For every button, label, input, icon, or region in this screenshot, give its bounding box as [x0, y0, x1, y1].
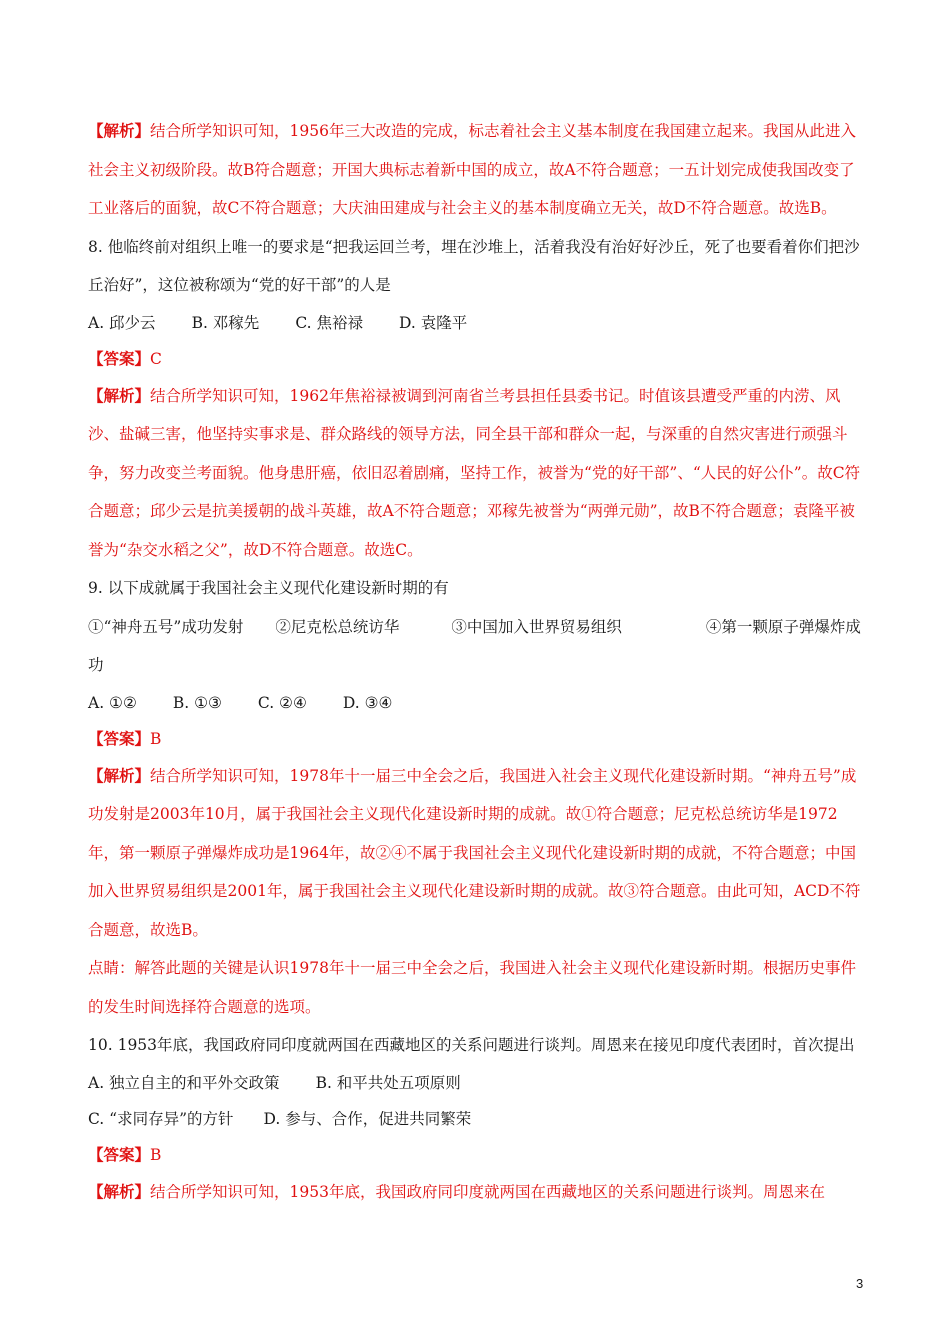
options-q10-row1	[88, 1065, 868, 1101]
option-c: C. 焦裕禄	[295, 313, 363, 332]
analysis-text: 结合所学知识可知，1978年十一届三中全会之后，我国进入社会主义现代化建设新时期。“神舟五号”成功发射是2003年10月，属于我国社会主义现代化建设新时期的成就。故①符合题意；尼克松总统访华是1972年，第一颗原子弹爆炸成功是1964年，故②④不属于我国社会主义现代化建设新时期的成就，不符合题意；中国加入世界贸易组织是2001年，属于我国社会主义现代化建设新时期的成就。故③符合题意。由此可知，ACD不符合题意，故选B。	[88, 766, 861, 939]
analysis-q8	[88, 377, 868, 570]
option-c: C. “求同存异”的方针	[88, 1109, 234, 1128]
answer-q10	[88, 1137, 868, 1173]
option-c: C. ②④	[257, 693, 307, 712]
analysis-label: 【解析】	[88, 1181, 151, 1201]
items-q9	[88, 608, 868, 685]
answer-label: 【答案】	[88, 1144, 151, 1164]
question-10: 10. 1953年底，我国政府同印度就两国在西藏地区的关系问题进行谈判。周恩来在接见印度代表团时，首次提出	[88, 1036, 855, 1054]
analysis-text: 结合所学知识可知，1956年三大改造的完成，标志着社会主义基本制度在我国建立起来。我国从此进入社会主义初级阶段。故B符合题意；开国大典标志着新中国的成立，故A不符合题意；一五计划完成使我国改变了工业落后的面貌，故C不符合题意；大庆油田建成与社会主义的基本制度确立无关，故D不符合题意。故选B。	[88, 122, 856, 217]
answer-q9	[88, 721, 868, 757]
option-d: D. 参与、合作，促进共同繁荣	[263, 1109, 472, 1128]
answer-value: B	[150, 1145, 162, 1164]
item-1: ①“神舟五号”成功发射	[88, 617, 244, 636]
option-a: A. 邱少云	[88, 313, 156, 332]
option-a: A. 独立自主的和平外交政策	[88, 1073, 280, 1092]
options-q9	[88, 685, 868, 721]
answer-label: 【答案】	[88, 348, 151, 368]
question-8: 8. 他临终前对组织上唯一的要求是“把我运回兰考，埋在沙堆上，活着我没有治好好沙丘，死了也要看着你们把沙丘治好”，这位被称颂为“党的好干部”的人是	[88, 237, 860, 294]
tip-q9: 点睛：解答此题的关键是认识1978年十一届三中全会之后，我国进入社会主义现代化建设新时期。根据历史事件的发生时间选择符合题意的选项。	[88, 959, 856, 1016]
option-b: B. 和平共处五项原则	[315, 1073, 461, 1092]
option-d: D. 袁隆平	[398, 313, 468, 332]
options-q10-row2	[88, 1101, 868, 1137]
option-d: D. ③④	[342, 693, 393, 712]
analysis-label: 【解析】	[88, 385, 151, 405]
analysis-label: 【解析】	[88, 765, 151, 785]
document-page	[88, 112, 868, 1211]
question-9: 9. 以下成就属于我国社会主义现代化建设新时期的有	[88, 579, 449, 597]
option-b: B. ①③	[172, 693, 222, 712]
analysis-text: 结合所学知识可知，1962年焦裕禄被调到河南省兰考县担任县委书记。时值该县遭受严重的内涝、风沙、盐碱三害，他坚持实事求是、群众路线的领导方法，同全县干部和群众一起，与深重的自然灾害进行顽强斗争，努力改变兰考面貌。他身患肝癌，依旧忍着剧痛，坚持工作，被誉为“党的好干部”、“人民的好公仆”。故C符合题意；邱少云是抗美援朝的战斗英雄，故A不符合题意；邓稼先被誉为“两弹元勋”，故B不符合题意；袁隆平被誉为“杂交水稻之父”，故D不符合题意。故选C。	[88, 386, 861, 559]
analysis-text: 结合所学知识可知，1953年底，我国政府同印度就两国在西藏地区的关系问题进行谈判。周恩来在	[150, 1182, 825, 1201]
analysis-label: 【解析】	[88, 121, 151, 140]
option-b: B. 邓稼先	[191, 313, 260, 332]
analysis-q9	[88, 757, 868, 950]
item-2: ②尼克松总统访华	[275, 617, 400, 636]
item-3: ③中国加入世界贸易组织	[451, 617, 622, 636]
answer-label: 【答案】	[88, 728, 151, 748]
answer-value: C	[150, 349, 162, 368]
analysis-q10	[88, 1173, 868, 1212]
options-q8	[88, 305, 868, 341]
analysis-q7	[88, 112, 868, 228]
page-number: 3	[856, 1276, 864, 1291]
option-a: A. ①②	[88, 693, 137, 712]
answer-q8	[88, 341, 868, 377]
answer-value: B	[150, 729, 162, 748]
item-4: ④第一颗原子弹爆炸成功	[88, 617, 861, 674]
